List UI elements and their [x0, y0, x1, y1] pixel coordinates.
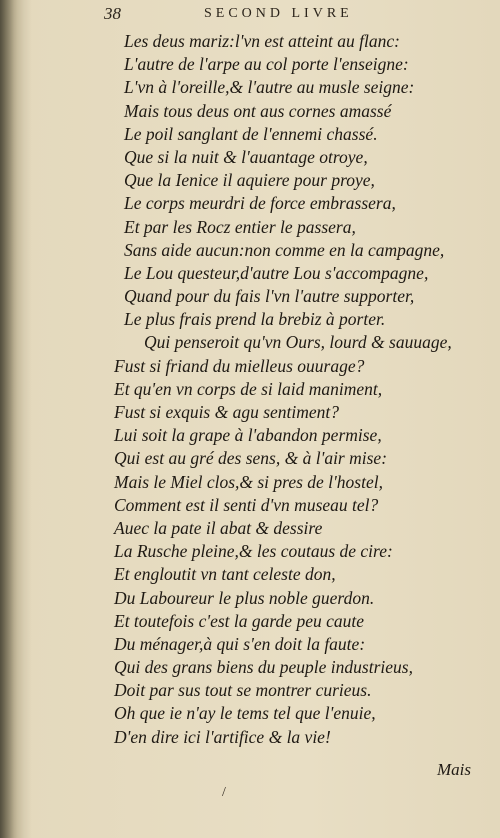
verse-line: Mais le Miel clos,& si pres de l'hostel, [114, 471, 383, 492]
page-header [104, 4, 484, 26]
signature-mark: / [222, 785, 226, 800]
verse-line: La Rusche pleine,& les coutaus de cire: [114, 541, 393, 562]
gutter-shadow [0, 0, 32, 838]
verse-line: Que si la nuit & l'auantage otroye, [124, 146, 368, 167]
verse-line: Et par les Rocz entier le passera, [124, 216, 356, 237]
verse-line: Les deus mariz:l'vn est atteint au flanc: [124, 31, 400, 51]
verse-line: Qui penseroit qu'vn Ours, lourd & sauuage, [144, 332, 452, 353]
verse-line: Fust si exquis & agu sentiment? [114, 402, 340, 422]
verse-line: Comment est il senti d'vn museau tel? [114, 494, 379, 515]
running-head: SECOND LIVRE [204, 6, 353, 21]
verse-block [114, 30, 494, 749]
verse-line: Fust si friand du mielleus ouurage? [114, 355, 365, 376]
verse-line: Le Lou questeur,d'autre Lou s'accompagne, [124, 262, 429, 283]
verse-line: Doit par sus tout se montrer curieus. [114, 680, 372, 701]
page-number: 38 [104, 4, 121, 23]
catchword: Mais [437, 760, 471, 779]
verse-line: Le plus frais prend la brebiz à porter. [124, 309, 386, 330]
verse-line: Le corps meurdri de force embrassera, [124, 193, 396, 214]
verse-line: Du ménager,à qui s'en doit la faute: [114, 633, 366, 654]
verse-line: L'autre de l'arpe au col porte l'enseigne: [124, 54, 409, 75]
verse-line: Mais tous deus ont aus cornes amassé [124, 100, 392, 121]
verse-line: Auec la pate il abat & dessire [114, 517, 323, 538]
verse-line: Qui des grans biens du peuple industrieus, [114, 657, 413, 678]
verse-line: Que la Ienice il aquiere pour proye, [124, 170, 375, 191]
verse-line: Quand pour du fais l'vn l'autre supporter, [124, 286, 415, 307]
verse-line: Du Laboureur le plus noble guerdon. [114, 587, 375, 608]
verse-line: Et qu'en vn corps de si laid maniment, [114, 378, 383, 399]
verse-line: D'en dire ici l'artifice & la vie! [114, 726, 331, 747]
verse-line: Qui est au gré des sens, & à l'air mise: [114, 448, 388, 469]
verse-line: Lui soit la grape à l'abandon permise, [114, 425, 382, 446]
verse-line: Le poil sanglant de l'ennemi chassé. [124, 123, 378, 144]
verse-line: Oh que ie n'ay le tems tel que l'enuie, [114, 703, 376, 724]
verse-line: Et engloutit vn tant celeste don, [114, 564, 336, 585]
verse-line: Et toutefois c'est la garde peu caute [114, 610, 364, 631]
verse-line: L'vn à l'oreille,& l'autre au musle seigne: [124, 77, 415, 98]
verse-line: Sans aide aucun:non comme en la campagne, [124, 239, 445, 260]
